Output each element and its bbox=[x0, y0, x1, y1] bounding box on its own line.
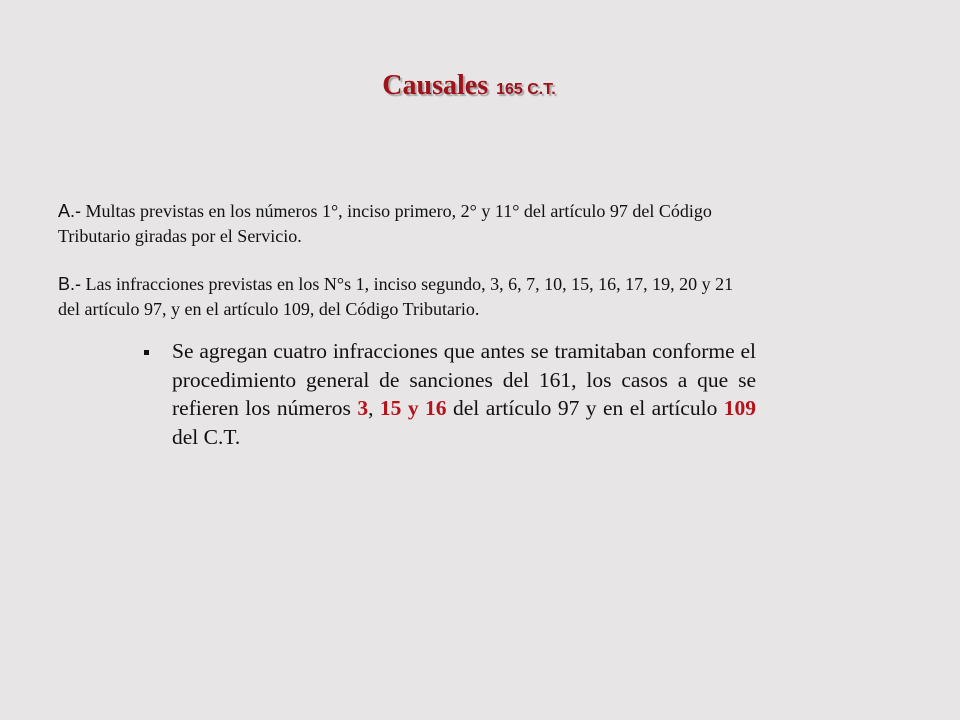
bullet-item bbox=[144, 337, 756, 451]
bullet-text-part-1: Se agregan cuatro infracciones que antes se tramitaban conforme el procedimiento general de sanciones del 161, los casos a que se refieren los números bbox=[172, 339, 756, 420]
highlight-numbers-15-16: 15 y 16 bbox=[379, 396, 447, 420]
highlight-number-3: 3 bbox=[357, 396, 369, 420]
highlight-number-109: 109 bbox=[723, 396, 757, 420]
title-subtitle: 165 C.T. bbox=[496, 81, 556, 98]
paragraph-a-label: A.- bbox=[58, 201, 82, 221]
bullet-text-part-3: del artículo 97 y en el artículo bbox=[446, 396, 724, 420]
bullet-text-part-2: , bbox=[368, 396, 380, 420]
paragraph-b bbox=[58, 272, 748, 322]
paragraph-b-text: Las infracciones previstas en los N°s 1, inciso segundo, 3, 6, 7, 10, 15, 16, 17, 19, 20 y 21 del artículo 97, y en el artículo 109, del Código Tributario. bbox=[58, 274, 734, 319]
bullet-text-part-4: del C.T. bbox=[172, 424, 241, 449]
paragraph-b-label: B.- bbox=[58, 274, 82, 294]
bullet-text bbox=[172, 337, 756, 451]
slide-title bbox=[0, 70, 938, 102]
paragraph-a-text: Multas previstas en los números 1°, inciso primero, 2° y 11° del artículo 97 del Código Tributario giradas por el Servicio. bbox=[58, 201, 712, 246]
paragraph-a bbox=[58, 199, 748, 249]
square-bullet-icon bbox=[144, 350, 149, 355]
title-main: Causales bbox=[382, 70, 489, 101]
